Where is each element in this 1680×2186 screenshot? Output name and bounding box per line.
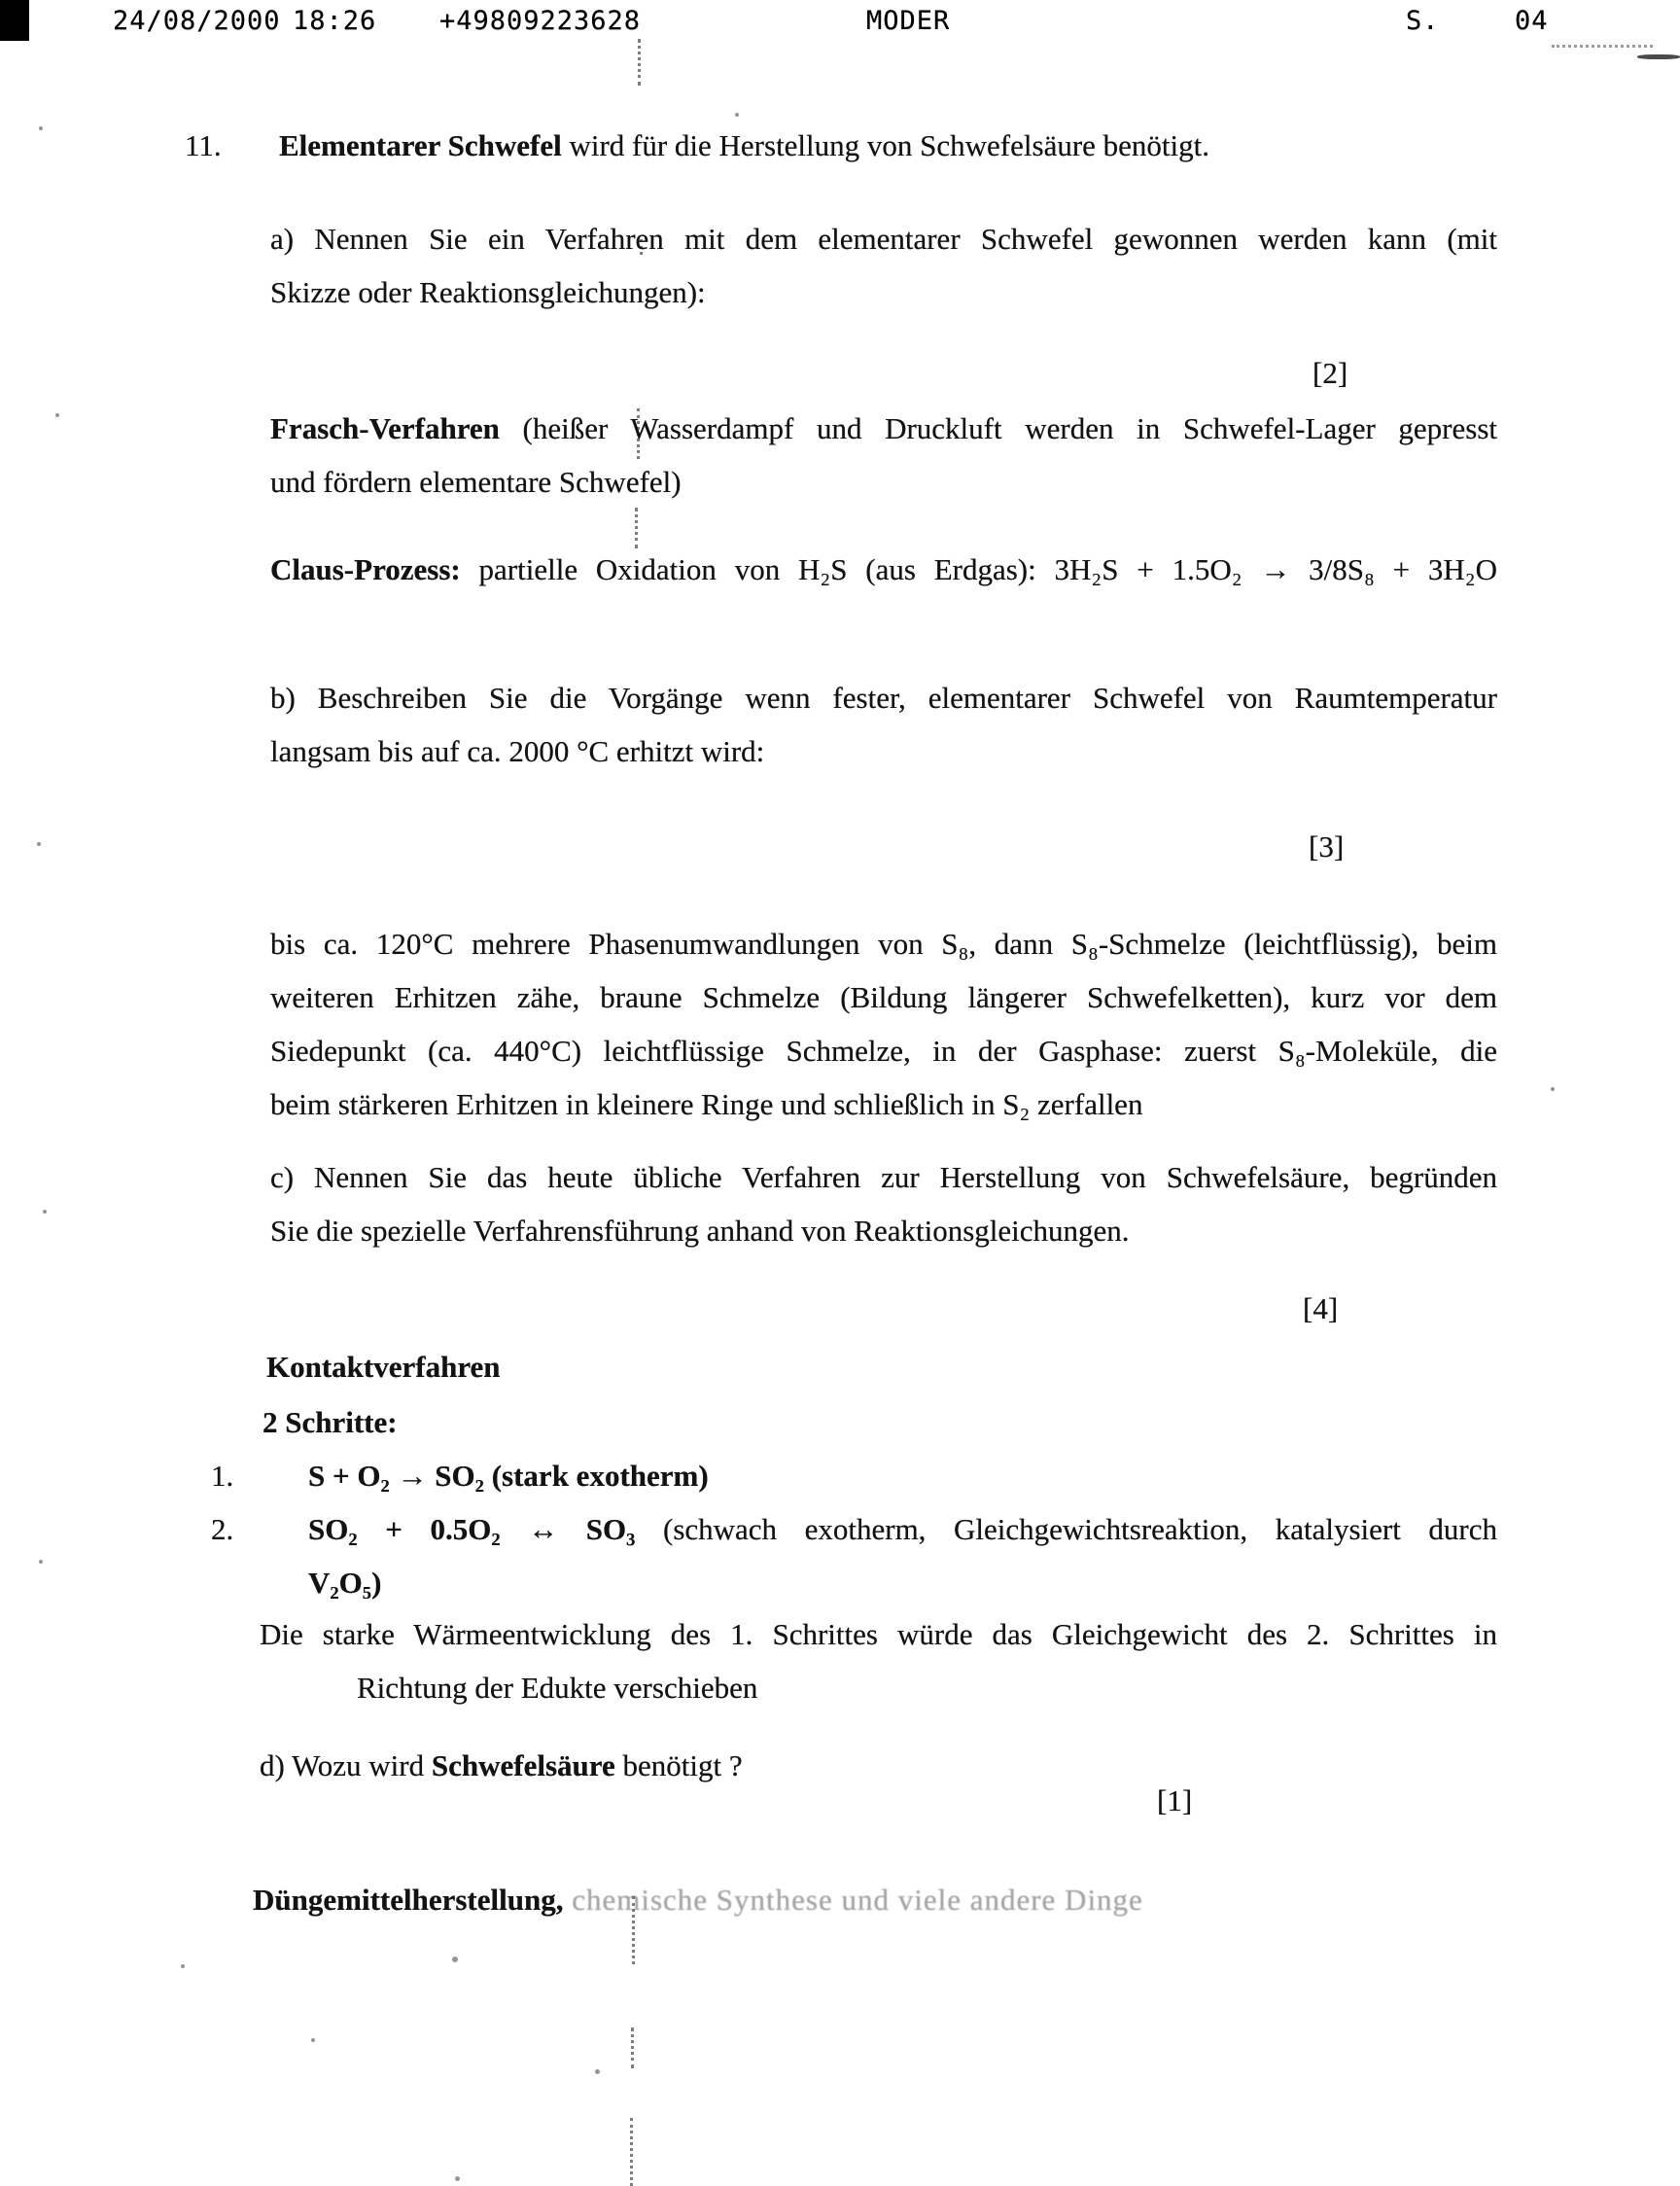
scan-speck [39, 1560, 43, 1564]
scan-speck [55, 413, 59, 417]
score-a: [2] [1312, 356, 1348, 390]
fold-line-artifact [630, 2118, 633, 2186]
answer-claus [270, 543, 1497, 596]
subquestion-d: d) Wozu wird Schwefelsäure benötigt ? [260, 1748, 743, 1782]
subquestion-c [270, 1150, 1497, 1257]
fold-line-artifact [638, 39, 641, 86]
answer-d: Düngemittelherstellung, chemische Synthese und viele andere Dinge [253, 1883, 1143, 1917]
scan-speck [1551, 1087, 1555, 1091]
scan-speck [37, 842, 41, 846]
fax-page-number: 04 [1515, 6, 1549, 36]
scan-speck [455, 2176, 460, 2181]
answer-step-1-number: 1. [211, 1459, 234, 1493]
fax-number: +49809223628 [439, 6, 642, 36]
answer-remark [260, 1607, 1497, 1661]
scan-speck [311, 2038, 315, 2042]
subquestion-c-line1: c) Nennen Sie das heute übliche Verfahren zur Herstellung von Schwefelsäure, begründen [270, 1160, 1497, 1194]
answer-b-line4: beim stärkeren Erhitzen in kleinere Ringe und schließlich in S₂ zerfallen [270, 1087, 1143, 1121]
fax-page-label: S. [1406, 6, 1440, 36]
answer-frasch-line1: Frasch-Verfahren (heißer Wasserdampf und Druckluft werden in Schwefel-Lager gepresst [270, 411, 1497, 445]
answer-remark-line2: Richtung der Edukte verschieben [357, 1671, 758, 1705]
scan-speck [39, 126, 43, 130]
scan-noise-artifact [1552, 45, 1653, 48]
scan-speck [452, 1957, 458, 1962]
answer-b [270, 917, 1497, 1131]
answer-b-line3: Siedepunkt (ca. 440°C) leichtflüssige Schmelze, in der Gasphase: zuerst S₈-Moleküle, die [270, 1034, 1497, 1068]
scan-corner-artifact [0, 0, 29, 41]
score-c: [4] [1303, 1291, 1339, 1325]
answer-step-2: SO₂ + 0.5O₂ ↔ SO₃ (schwach exotherm, Gleichgewichtsreaktion, katalysiert durch [308, 1512, 1497, 1546]
answer-frasch [270, 402, 1497, 509]
fax-date: 24/08/2000 [113, 6, 281, 36]
answer-b-line2: weiteren Erhitzen zähe, braune Schmelze (Bildung längerer Schwefelketten), kurz vor dem [270, 980, 1497, 1014]
answer-claus-line: Claus-Prozess: partielle Oxidation von H₂S (aus Erdgas): 3H₂S + 1.5O₂ → 3/8S₈ + 3H₂O [270, 552, 1497, 586]
answer-frasch-line2: und fördern elementare Schwefel) [270, 465, 682, 499]
score-d: [1] [1157, 1783, 1193, 1817]
subquestion-a [270, 212, 1497, 319]
subquestion-b-line2: langsam bis auf ca. 2000 °C erhitzt wird: [270, 734, 765, 768]
answer-steps-label: 2 Schritte: [262, 1405, 398, 1439]
subquestion-a-line2: Skizze oder Reaktionsgleichungen): [270, 275, 706, 309]
score-b: [3] [1309, 829, 1345, 864]
fold-line-artifact [631, 2027, 634, 2068]
scan-speck [735, 113, 739, 117]
answer-remark-line1: Die starke Wärmeentwicklung des 1. Schrittes würde das Gleichgewicht des 2. Schrittes in [260, 1617, 1497, 1651]
subquestion-a-line1: a) Nennen Sie ein Verfahren mit dem elementarer Schwefel gewonnen werden kann (mit [270, 222, 1497, 256]
answer-b-line1: bis ca. 120°C mehrere Phasenumwandlungen von S₈, dann S₈-Schmelze (leichtflüssig), beim [270, 927, 1497, 961]
answer-step-2-continuation: V₂O₅) [308, 1566, 382, 1600]
fax-time: 18:26 [293, 6, 377, 36]
answer-step-2-number: 2. [211, 1512, 234, 1546]
subquestion-b-line1: b) Beschreiben Sie die Vorgänge wenn fester, elementarer Schwefel von Raumtemperatur [270, 681, 1497, 715]
answer-step-1: S + O₂ → SO₂ (stark exotherm) [308, 1459, 709, 1493]
question-title: Elementarer Schwefel wird für die Herstellung von Schwefelsäure benötigt. [279, 128, 1210, 162]
scan-speck [181, 1964, 185, 1968]
answer-method: Kontaktverfahren [266, 1350, 501, 1384]
scan-speck [595, 2069, 600, 2074]
scan-noise-artifact [1637, 54, 1680, 59]
scan-speck [43, 1210, 47, 1214]
subquestion-b [270, 671, 1497, 778]
fax-sender: MODER [866, 6, 951, 36]
subquestion-c-line2: Sie die spezielle Verfahrensführung anhand von Reaktionsgleichungen. [270, 1214, 1130, 1248]
question-number: 11. [185, 128, 222, 162]
